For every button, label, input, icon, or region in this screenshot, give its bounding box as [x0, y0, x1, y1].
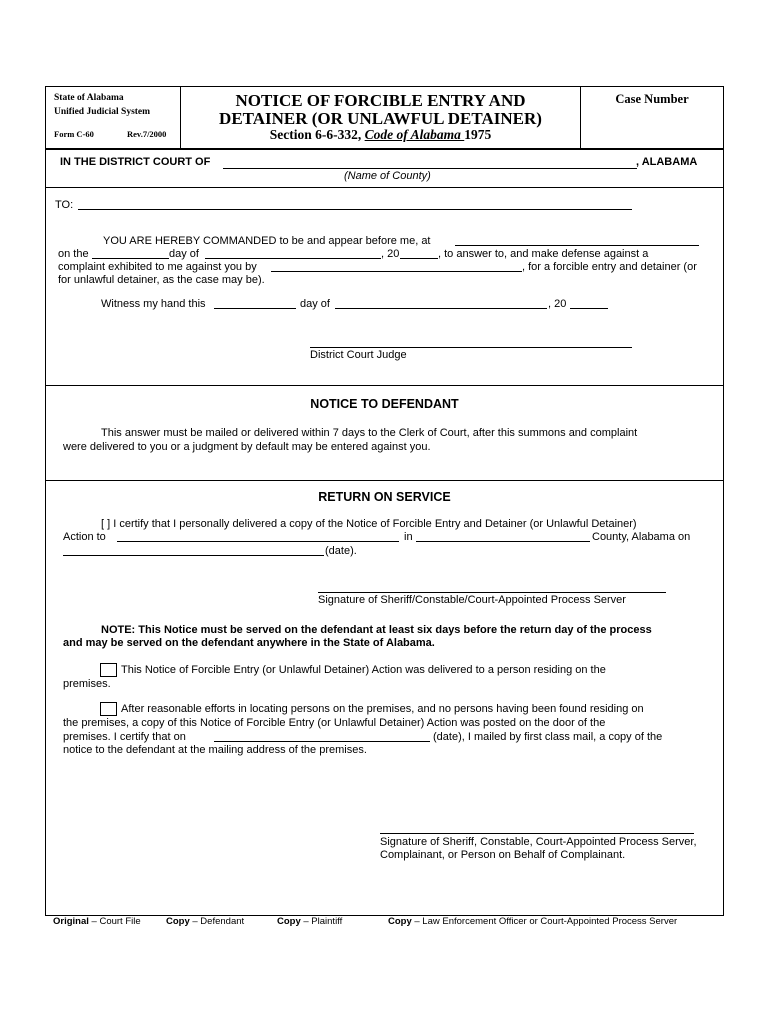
- copy-plaintiff: – Plaintiff: [300, 916, 343, 927]
- header-bottom-rule: [46, 148, 723, 150]
- notice-heading: NOTICE TO DEFENDANT: [310, 397, 459, 411]
- option1-line2: premises.: [63, 678, 111, 690]
- date-caption: (date).: [325, 545, 357, 557]
- case-number-label: Case Number: [615, 92, 689, 106]
- command-line2-rest: , to answer to, and make defense against a: [438, 248, 649, 260]
- appear-day-field[interactable]: [92, 258, 169, 259]
- revision-label: Rev.7/2000: [127, 129, 167, 139]
- mailing-date-field[interactable]: [214, 741, 430, 742]
- statute-section: Section 6-6-332,: [269, 127, 365, 142]
- statute-code: Code of Alabama: [364, 127, 465, 142]
- appear-month-field[interactable]: [205, 258, 381, 259]
- action-recipient-field[interactable]: [117, 541, 399, 542]
- original-label: Original: [53, 916, 89, 927]
- distribution-copy-defendant: [166, 916, 244, 927]
- option2-line2: the premises, a copy of this Notice of Forcible Entry (or Unlawful Detainer) Action was posted on the door of the: [63, 717, 606, 729]
- copy-label-2: Copy: [277, 916, 301, 927]
- to-recipient-field[interactable]: [78, 209, 632, 210]
- notice-section-rule: [46, 480, 723, 481]
- copy-label-3: Copy: [388, 916, 412, 927]
- command-line1: YOU ARE HEREBY COMMANDED to be and appear before me, at: [103, 235, 431, 247]
- distribution-copy-plaintiff: [277, 916, 342, 927]
- delivered-to-resident-checkbox[interactable]: [100, 663, 117, 677]
- option2-line3-start: premises. I certify that on: [63, 731, 186, 743]
- option2-line4: notice to the defendant at the mailing address of the premises.: [63, 744, 367, 756]
- notice-line2: were delivered to you or a judgment by default may be entered against you.: [63, 441, 431, 453]
- note-line1: NOTE: This Notice must be served on the defendant at least six days before the return day of the process: [101, 624, 652, 636]
- county-alabama-on: County, Alabama on: [592, 531, 691, 543]
- command-line4: for unlawful detainer, as the case may be).: [58, 274, 265, 286]
- notice-line1: This answer must be mailed or delivered within 7 days to the Clerk of Court, after this summons and complaint: [101, 427, 638, 439]
- witness-month-field[interactable]: [335, 308, 547, 309]
- command-on-the: on the: [58, 248, 89, 260]
- distribution-copy-law-enforcement: [388, 916, 677, 927]
- system-label: Unified Judicial System: [54, 107, 151, 117]
- command-comma-20: , 20: [381, 248, 400, 260]
- final-signature-caption-line1: Signature of Sheriff, Constable, Court-Appointed Process Server,: [380, 836, 697, 848]
- return-heading: RETURN ON SERVICE: [318, 490, 451, 504]
- form-title-line2: DETAINER (OR UNLAWFUL DETAINER): [219, 109, 542, 128]
- option1-line1: This Notice of Forcible Entry (or Unlawful Detainer) Action was delivered to a person residing on the: [121, 664, 606, 676]
- case-number-field[interactable]: [586, 110, 718, 144]
- statute-year: 1975: [464, 127, 492, 142]
- judge-caption: District Court Judge: [310, 349, 407, 361]
- copy-defendant: – Defendant: [189, 916, 245, 927]
- appear-location-field[interactable]: [455, 245, 699, 246]
- certify-checkbox[interactable]: [100, 517, 122, 531]
- posted-and-mailed-checkbox[interactable]: [100, 702, 117, 716]
- appear-year-field[interactable]: [400, 258, 438, 259]
- final-signature-caption-line2: Complainant, or Person on Behalf of Complainant.: [380, 849, 626, 861]
- witness-year-field[interactable]: [570, 308, 608, 309]
- form-number: Form C-60: [54, 129, 94, 139]
- witness-text-c: , 20: [548, 298, 567, 310]
- state-label: State of Alabama: [54, 93, 124, 103]
- court-section-rule: [46, 187, 723, 188]
- judge-signature-line[interactable]: [310, 347, 632, 348]
- note-line2: and may be served on the defendant anywhere in the State of Alabama.: [63, 637, 435, 649]
- in-label: in: [404, 531, 413, 543]
- to-label: TO:: [55, 199, 74, 211]
- county-name-field[interactable]: [223, 168, 637, 169]
- command-line3-start: complaint exhibited to me against you by: [58, 261, 257, 273]
- original-destination: – Court File: [88, 916, 141, 927]
- complainant-field[interactable]: [271, 271, 522, 272]
- copy-label-1: Copy: [166, 916, 190, 927]
- witness-text-b: day of: [300, 298, 330, 310]
- district-court-prefix: IN THE DISTRICT COURT OF: [60, 156, 211, 168]
- distribution-original: [53, 916, 141, 927]
- copy-law-enforcement: – Law Enforcement Officer or Court-Appointed Process Server: [411, 916, 678, 927]
- witness-day-field[interactable]: [214, 308, 296, 309]
- option2-line3-end: (date), I mailed by first class mail, a copy of the: [433, 731, 663, 743]
- form-title-line1: NOTICE OF FORCIBLE ENTRY AND: [235, 91, 526, 110]
- action-to-label: Action to: [63, 531, 106, 543]
- service-date-field[interactable]: [63, 555, 324, 556]
- district-court-suffix: , ALABAMA: [636, 156, 698, 168]
- statute-citation: [181, 127, 580, 143]
- final-signature-line[interactable]: [380, 833, 694, 834]
- county-caption: (Name of County): [344, 170, 431, 182]
- command-section-rule: [46, 385, 723, 386]
- command-line3-end: , for a forcible entry and detainer (or: [522, 261, 697, 273]
- sheriff-signature-caption: Signature of Sheriff/Constable/Court-Appointed Process Server: [318, 594, 626, 606]
- option2-line1: After reasonable efforts in locating persons on the premises, and no persons having been found residing on: [121, 703, 644, 715]
- command-day-of: day of: [169, 248, 199, 260]
- witness-text-a: Witness my hand this: [101, 298, 206, 310]
- certify-line1: [ ] I certify that I personally delivered a copy of the Notice of Forcible Entry and Detainer (or Unlawful Detainer): [101, 518, 637, 530]
- sheriff-signature-line[interactable]: [318, 592, 666, 593]
- service-county-field[interactable]: [416, 541, 590, 542]
